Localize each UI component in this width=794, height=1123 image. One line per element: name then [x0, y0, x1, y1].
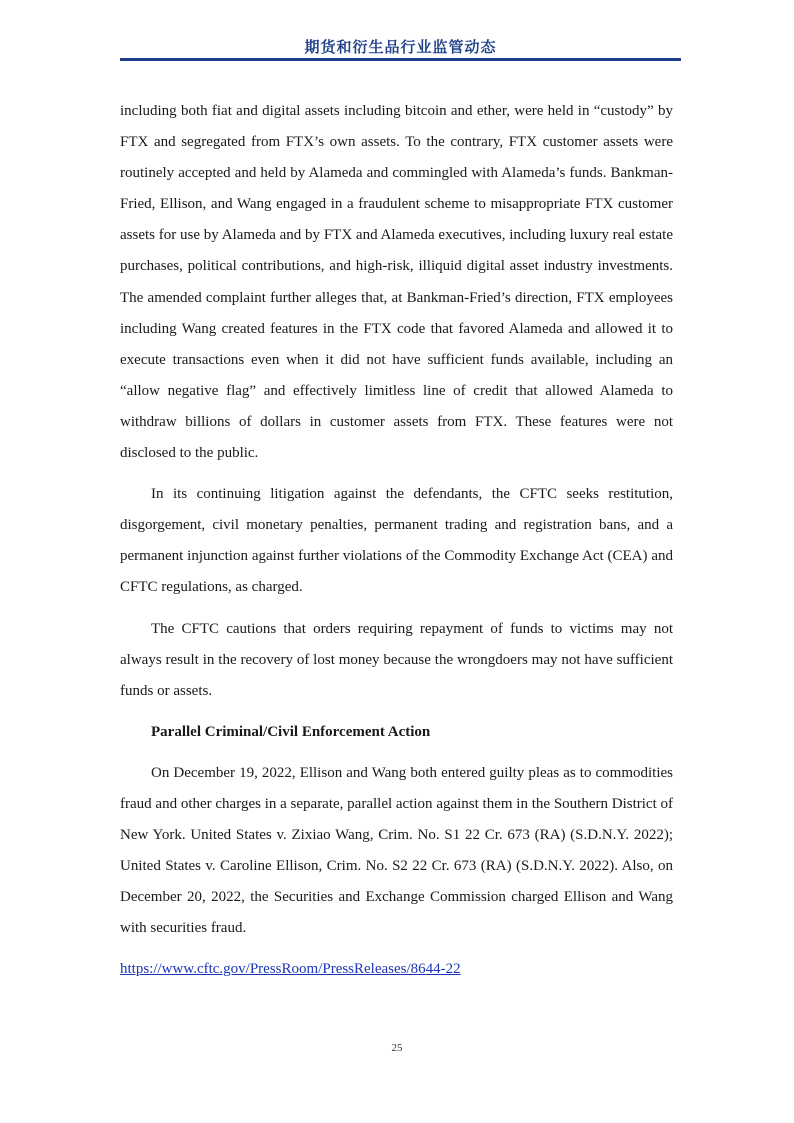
header-divider: [120, 58, 681, 61]
document-body: [120, 96, 673, 996]
section-heading: Parallel Criminal/Civil Enforcement Action: [151, 723, 431, 740]
source-link-paragraph: [120, 954, 673, 985]
source-link[interactable]: https://www.cftc.gov/PressRoom/PressReleases/8644-22: [120, 961, 461, 978]
paragraph-cftc-seeks: In its continuing litigation against the defendants, the CFTC seeks restitution, disgorgement, civil monetary penalties, permanent trading and registration bans, and a permanent injunction against further violations of the Commodity Exchange Act (CEA) and CFTC regulations, as charged.: [120, 486, 673, 596]
paragraph-continued: including both fiat and digital assets including bitcoin and ether, were held in “custody” by FTX and segregated from FTX’s own assets. To the contrary, FTX customer assets were routinely accepted and held by Alameda and commingled with Alameda’s funds. Bankman-Fried, Ellison, and Wang engaged in a fraudulent scheme to misappropriate FTX customer assets for use by Alameda and by FTX and Alameda executives, including luxury real estate purchases, political contributions, and high-risk, illiquid digital asset industry investments. The amended complaint further alleges that, at Bankman-Fried’s direction, FTX employees including Wang created features in the FTX code that favored Alameda and allowed it to execute transactions even when it did not have sufficient funds available, including an “allow negative flag” and effectively limitless line of credit that allowed Alameda to withdraw billions of dollars in customer assets from FTX. These features were not disclosed to the public.: [120, 103, 673, 462]
page-header-title: 期货和衍生品行业监管动态: [304, 38, 497, 56]
page-number: 25: [391, 1042, 403, 1054]
paragraph-cftc-cautions: The CFTC cautions that orders requiring repayment of funds to victims may not always result in the recovery of lost money because the wrongdoers may not have sufficient funds or assets.: [120, 620, 673, 699]
paragraph-parallel-action: On December 19, 2022, Ellison and Wang both entered guilty pleas as to commodities fraud and other charges in a separate, parallel action against them in the Southern District of New York. United States v. Zixiao Wang, Crim. No. S1 22 Cr. 673 (RA) (S.D.N.Y. 2022); United States v. Caroline Ellison, Crim. No. S2 22 Cr. 673 (RA) (S.D.N.Y. 2022). Also, on December 20, 2022, the Securities and Exchange Commission charged Ellison and Wang with securities fraud.: [120, 764, 673, 937]
